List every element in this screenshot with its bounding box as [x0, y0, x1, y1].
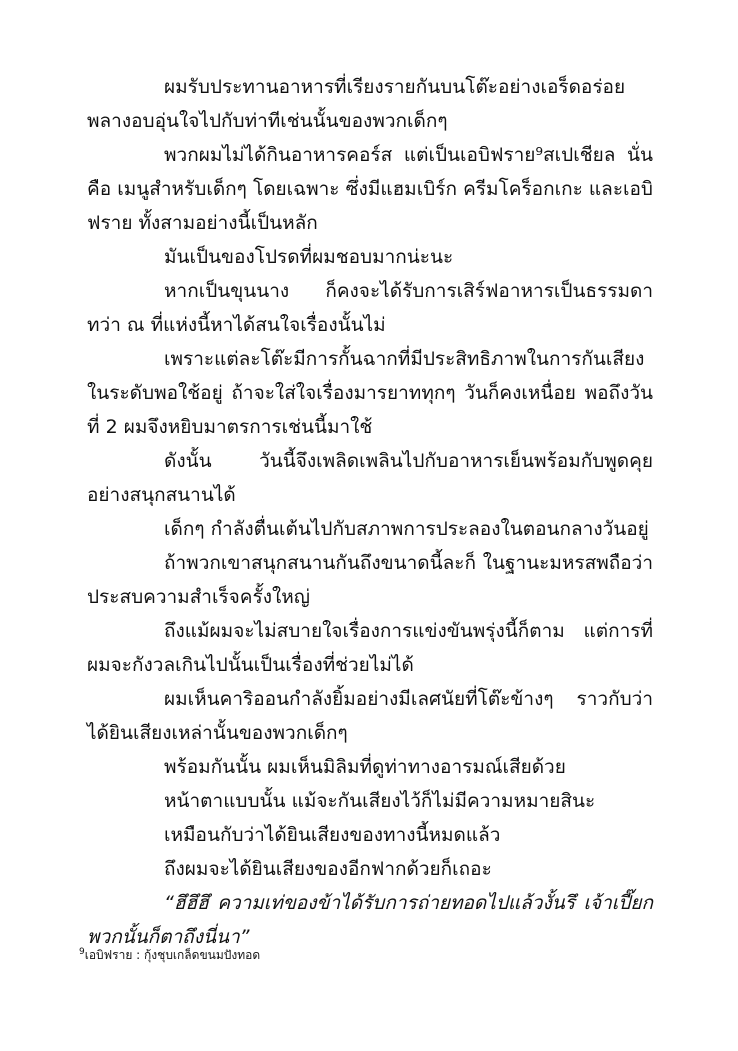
- paragraph: เพราะแต่ละโต๊ะมีการกั้นฉากที่มีประสิทธิภาพในการกันเสียงในระดับพอใช้อยู่ ถ้าจะใส่ใจเรื่องมารยาททุกๆ วันก็คงเหนื่อย พอถึงวันที่ 2 ผมจึงหยิบมาตรการเช่นนี้มาใช้: [87, 348, 653, 438]
- paragraph: หน้าตาแบบนั้น แม้จะกันเสียงไว้ก็ไม่มีความหมายสินะ: [164, 790, 596, 812]
- paragraph: พร้อมกันนั้น ผมเห็นมิลิมที่ดูท่าทางอารมณ์เสียด้วย: [164, 756, 566, 778]
- footnote-marker: 9: [79, 947, 85, 957]
- quote-paragraph: “ฮึฮึฮึ ความเท่ของข้าได้รับการถ่ายทอดไปแล้วงั้นรึ เจ้าเปี๊ยกพวกนั้นก็ตาถึงนี่นา”: [87, 892, 653, 948]
- footnote-text: เอบิฟราย : กุ้งชุบเกล็ดขนมปังทอด: [84, 948, 261, 962]
- paragraph: พวกผมไม่ได้กินอาหารคอร์ส แต่เป็นเอบิฟราย⁹สเปเชียล นั่นคือ เมนูสำหรับเด็กๆ โดยเฉพาะ ซึ่งมีแฮมเบิร์ก ครีมโคร็อกเกะ และเอบิฟราย ทั้งสามอย่างนี้เป็นหลัก: [87, 144, 653, 234]
- paragraph: ถ้าพวกเขาสนุกสนานกันถึงขนาดนี้ละก็ ในฐานะมหรสพถือว่าประสบความสำเร็จครั้งใหญ่: [87, 552, 653, 608]
- paragraph: ผมรับประทานอาหารที่เรียงรายกันบนโต๊ะอย่างเอร็ดอร่อย พลางอบอุ่นใจไปกับท่าทีเช่นนั้นของพวกเด็กๆ: [87, 76, 626, 132]
- paragraph: เหมือนกับว่าได้ยินเสียงของทางนี้หมดแล้ว: [164, 824, 501, 846]
- paragraph: ถึงแม้ผมจะไม่สบายใจเรื่องการแข่งขันพรุ่งนี้ก็ตาม แต่การที่ผมจะกังวลเกินไปนั้นเป็นเรื่องที่ช่วยไม่ได้: [87, 620, 653, 676]
- paragraph: ถึงผมจะได้ยินเสียงของอีกฟากด้วยก็เถอะ: [164, 858, 492, 880]
- paragraph: ผมเห็นคาริออนกำลังยิ้มอย่างมีเลศนัยที่โต๊ะข้างๆ ราวกับว่าได้ยินเสียงเหล่านั้นของพวกเด็กๆ: [87, 688, 653, 744]
- paragraph: ดังนั้น วันนี้จึงเพลิดเพลินไปกับอาหารเย็นพร้อมกับพูดคุยอย่างสนุกสนานได้: [87, 450, 653, 506]
- footnote: [79, 944, 260, 963]
- paragraph: หากเป็นขุนนาง ก็คงจะได้รับการเสิร์ฟอาหารเป็นธรรมดา ทว่า ณ ที่แห่งนี้หาได้สนใจเรื่องนั้นไม่: [87, 280, 653, 336]
- page-body: [87, 70, 653, 954]
- paragraph: มันเป็นของโปรดที่ผมชอบมากน่ะนะ: [164, 246, 454, 268]
- paragraph: เด็กๆ กำลังตื่นเต้นไปกับสภาพการประลองในตอนกลางวันอยู่: [164, 518, 649, 540]
